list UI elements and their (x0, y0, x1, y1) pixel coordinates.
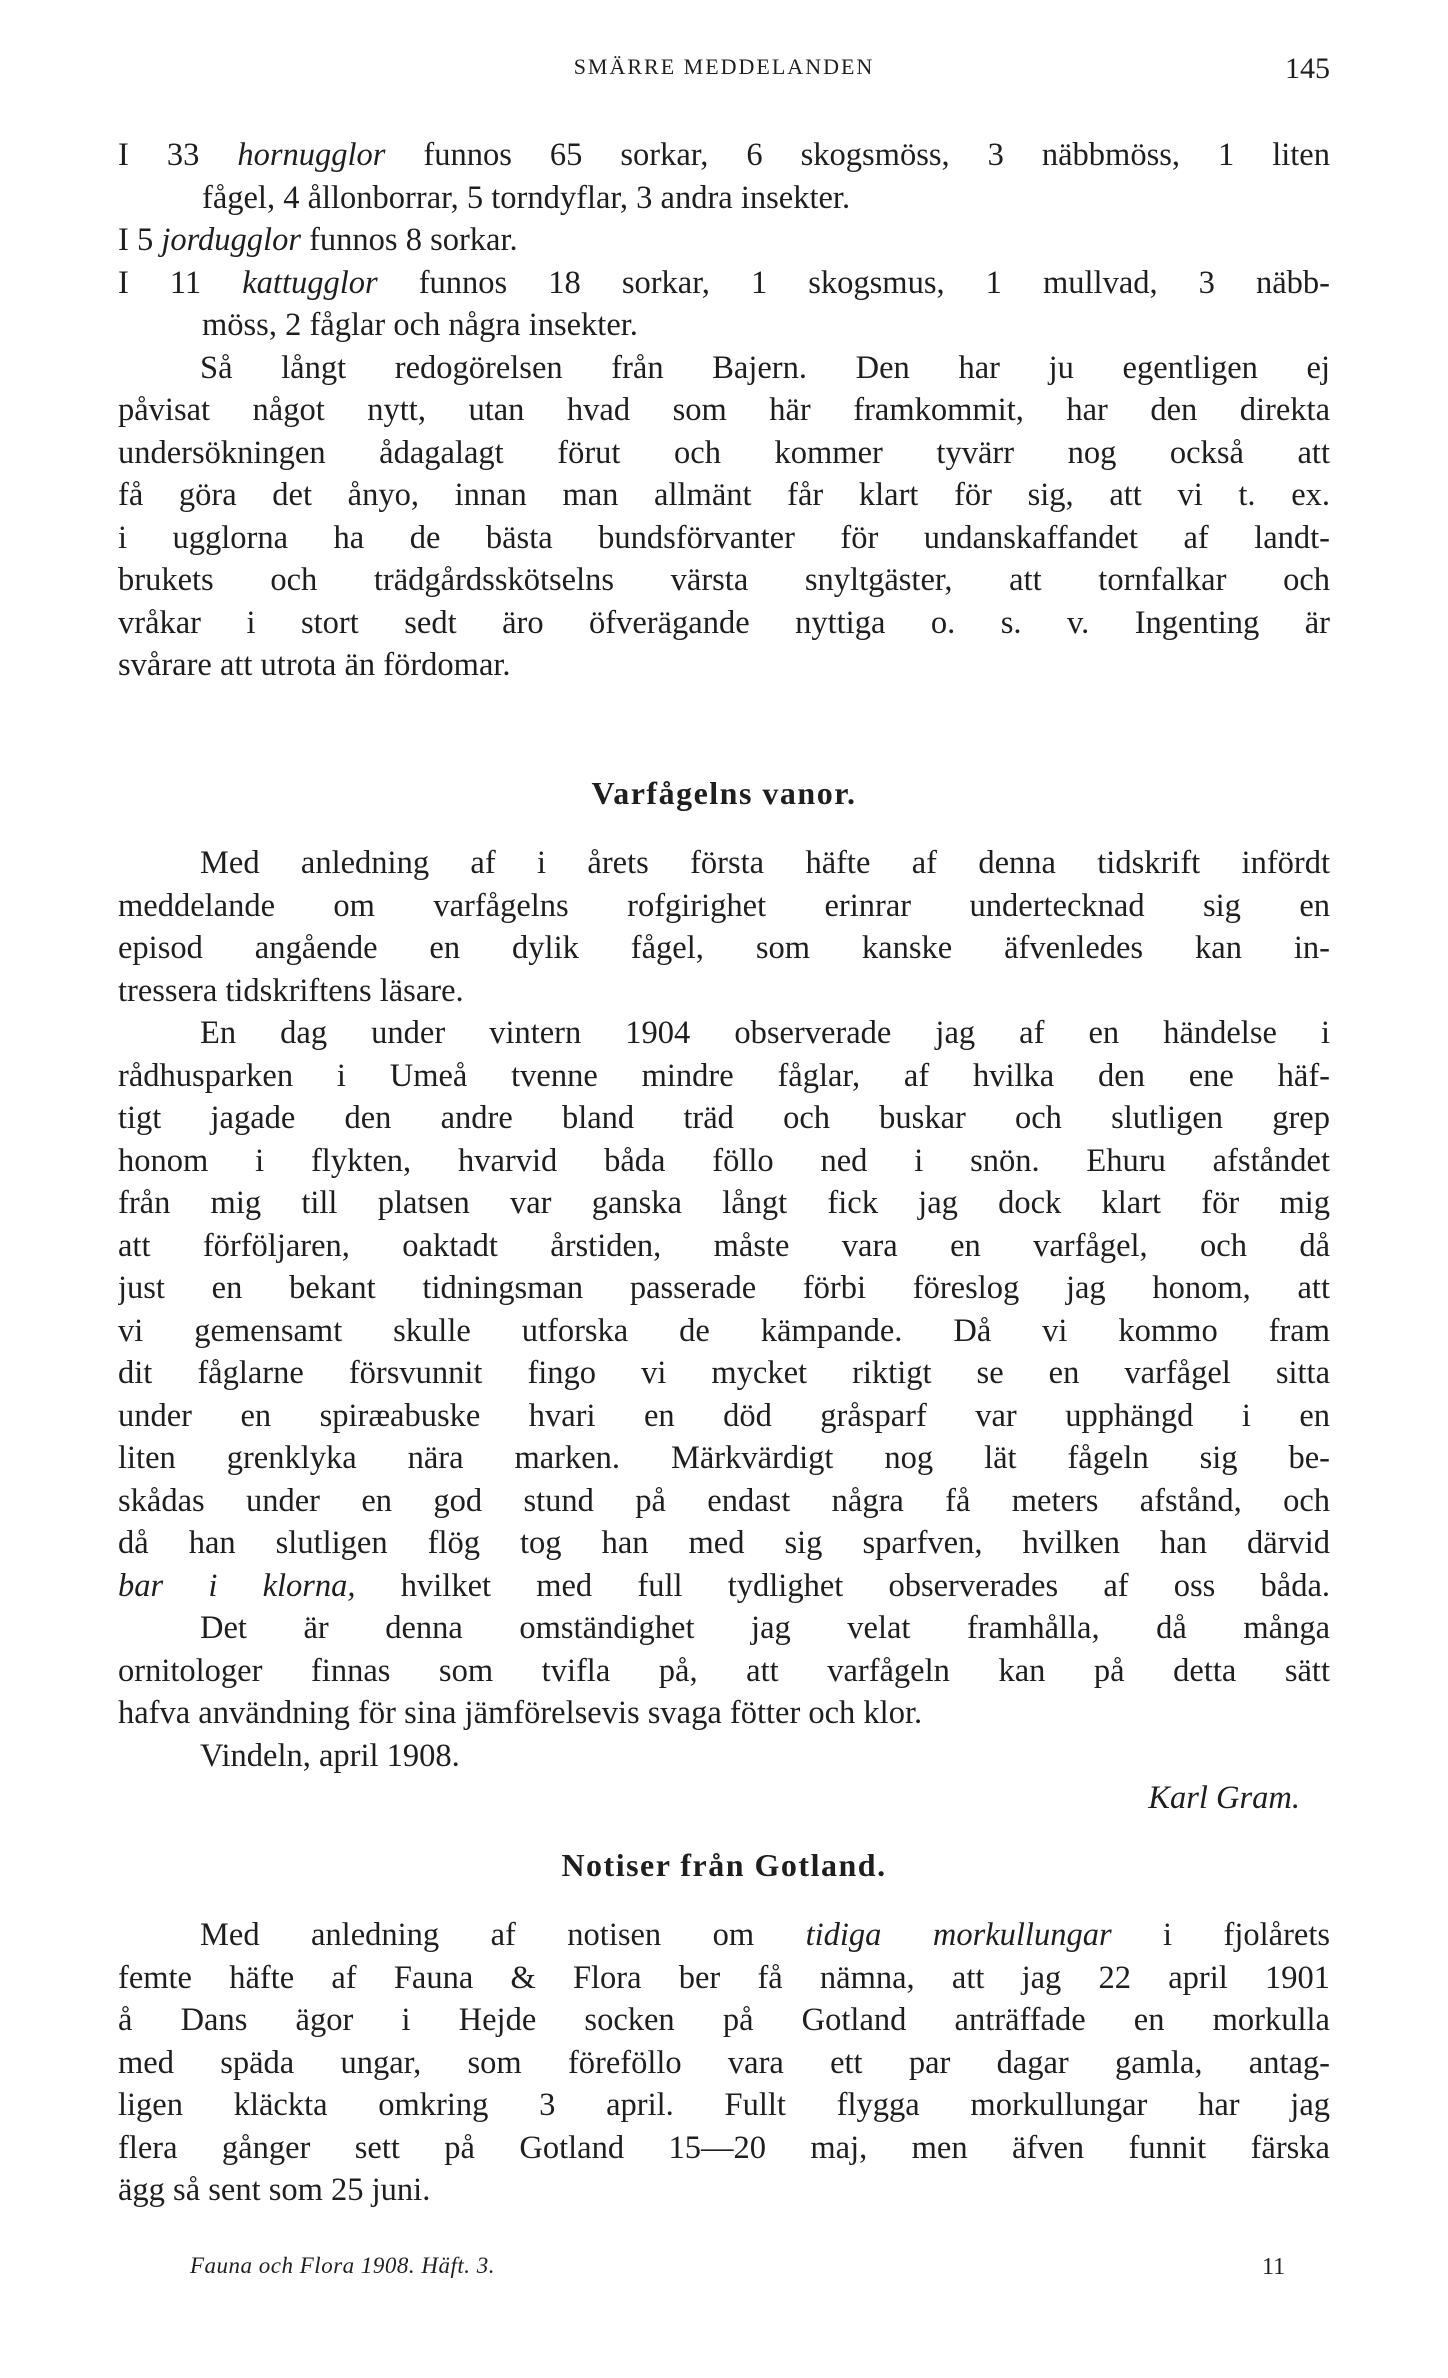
article-title-gotland: Notiser från Gotland. (561, 1846, 887, 1883)
body-line: undersökningen ådagalagt förut och kommer tyvärr nog också att (118, 434, 1330, 471)
body-line: Det är denna omständighet jag velat framhålla, då många (200, 1610, 1330, 1646)
sheet-number: 11 (1262, 2254, 1286, 2280)
body-line: hafva användning för sina jämförelsevis svaga fötter och klor. (118, 1695, 923, 1731)
body-line: liten grenklyka nära marken. Märkvärdigt nog lät fågeln sig be- (118, 1440, 1330, 1476)
body-line: få göra det ånyo, innan man allmänt får klart för sig, att vi t. ex. (118, 477, 1330, 513)
body-line: I 33 hornugglor funnos 65 sorkar, 6 skogsmöss, 3 näbbmöss, 1 liten (118, 137, 1330, 173)
body-line: å Dans ägor i Hejde socken på Gotland anträffade en morkulla (118, 2002, 1330, 2038)
body-line: Med anledning af notisen om tidiga morkullungar i fjolårets (200, 1917, 1330, 1953)
body-line: påvisat något nytt, utan hvad som här framkommit, har den direkta (118, 392, 1330, 428)
body-line: möss, 2 fåglar och några insekter. (202, 307, 638, 343)
body-line: vråkar i stort sedt äro öfverägande nyttiga o. s. v. Ingenting är (118, 604, 1330, 641)
body-line: bar i klorna, hvilket med full tydlighet observerades af oss båda. (118, 1567, 1330, 1604)
body-line: tressera tidskriftens läsare. (118, 972, 464, 1009)
body-line: då han slutligen flög tog han med sig sparfven, hvilken han därvid (118, 1525, 1330, 1561)
body-line: just en bekant tidningsman passerade förbi föreslog jag honom, att (118, 1270, 1330, 1306)
body-line: med späda ungar, som föreföllo vara ett par dagar gamla, antag- (118, 2044, 1330, 2081)
author-signature: Karl Gram. (1148, 1780, 1300, 1816)
body-line: dit fåglarne försvunnit fingo vi mycket riktigt se en varfågel sitta (118, 1355, 1330, 1391)
body-line: honom i flykten, hvarvid båda föllo ned i snön. Ehuru afståndet (118, 1142, 1330, 1179)
body-line: Så långt redogörelsen från Bajern. Den har ju egentligen ej (200, 349, 1330, 386)
body-line: episod angående en dylik fågel, som kanske äfvenledes kan in- (118, 930, 1330, 966)
body-line: meddelande om varfågelns rofgirighet erinrar undertecknad sig en (118, 887, 1330, 924)
body-line: tigt jagade den andre bland träd och buskar och slutligen grep (118, 1100, 1330, 1136)
body-line: I 11 kattugglor funnos 18 sorkar, 1 skogsmus, 1 mullvad, 3 näbb- (118, 264, 1330, 301)
page-header (118, 52, 1330, 92)
body-line: svårare att utrota än fördomar. (118, 647, 511, 683)
body-line: ligen kläckta omkring 3 april. Fullt flygga morkullungar har jag (118, 2087, 1330, 2123)
page-number: 145 (1285, 52, 1330, 85)
journal-footer: Fauna och Flora 1908. Häft. 3. (190, 2253, 496, 2278)
body-line: under en spiræabuske hvari en död gråsparf var upphängd i en (118, 1397, 1330, 1434)
place-date: Vindeln, april 1908. (200, 1737, 460, 1774)
body-line: att förföljaren, oaktadt årstiden, måste vara en varfågel, och då (118, 1227, 1330, 1264)
body-line: flera gånger sett på Gotland 15—20 maj, men äfven funnit färska (118, 2129, 1330, 2166)
body-line: femte häfte af Fauna & Flora ber få nämna, att jag 22 april 1901 (118, 1959, 1330, 1996)
body-line: rådhusparken i Umeå tvenne mindre fåglar, af hvilka den ene häf- (118, 1057, 1330, 1094)
body-line: I 5 jordugglor funnos 8 sorkar. (118, 222, 518, 258)
body-line: från mig till platsen var ganska långt fick jag dock klart för mig (118, 1185, 1330, 1221)
body-line: fågel, 4 ållonborrar, 5 torndyflar, 3 andra insekter. (202, 179, 851, 216)
running-head: SMÄRRE MEDDELANDEN (573, 54, 875, 79)
body-line: brukets och trädgårdsskötselns värsta snyltgäster, att tornfalkar och (118, 562, 1330, 598)
body-line: skådas under en god stund på endast några få meters afstånd, och (118, 1482, 1330, 1519)
body-line: Med anledning af i årets första häfte af denna tidskrift infördt (200, 845, 1330, 881)
body-line: ornitologer finnas som tvifla på, att varfågeln kan på detta sätt (118, 1652, 1330, 1689)
article-title-varfageln: Varfågelns vanor. (591, 774, 857, 811)
body-line: vi gemensamt skulle utforska de kämpande. Då vi kommo fram (118, 1312, 1330, 1349)
body-line: ägg så sent som 25 juni. (118, 2172, 431, 2208)
body-line: i ugglorna ha de bästa bundsförvanter för undanskaffandet af landt- (118, 519, 1330, 556)
body-line: En dag under vintern 1904 observerade jag af en händelse i (200, 1015, 1330, 1051)
page-body (118, 134, 1330, 2212)
